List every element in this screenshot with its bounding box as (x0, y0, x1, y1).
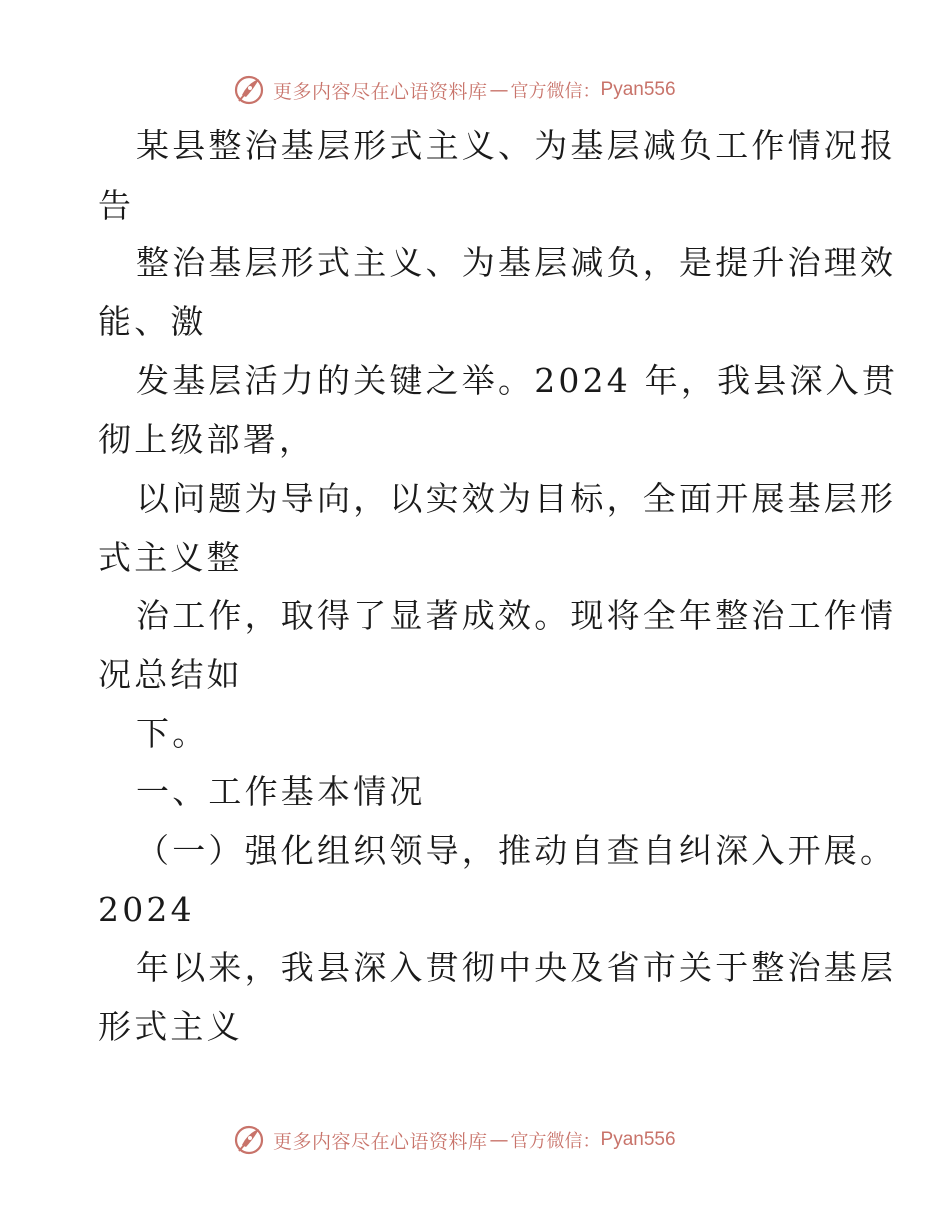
body-line: 发基层活力的关键之举。2024 年，我县深入贯 (136, 361, 899, 400)
body-line: 治工作，取得了显著成效。现将全年整治工作情 (136, 596, 897, 635)
footer-dash: — (489, 1129, 509, 1151)
body-line: 式主义整 (98, 538, 243, 577)
body-line: 能、激 (98, 302, 207, 341)
pen-logo-icon (233, 73, 267, 107)
section-heading: 一、工作基本情况 (136, 772, 426, 811)
header-wechat-id: Pyan556 (600, 79, 676, 100)
header-watermark (233, 71, 676, 109)
header-brand-text: 更多内容尽在心语资料库 (273, 80, 488, 103)
header-dash: — (489, 79, 509, 101)
body-line: 某县整治基层形式主义、为基层减负工作情况报 (136, 126, 897, 165)
body-line: 形式主义 (98, 1007, 243, 1046)
body-line: 彻上级部署， (98, 420, 316, 459)
header-wechat-label: 官方微信： (510, 81, 601, 102)
footer-wechat-label: 官方微信： (510, 1131, 601, 1152)
body-line: 告 (98, 186, 135, 225)
body-line: 2024 (98, 890, 195, 929)
body-line: 年以来，我县深入贯彻中央及省市关于整治基层 (136, 948, 897, 987)
body-line: 下。 (136, 714, 209, 753)
footer-brand-text: 更多内容尽在心语资料库 (273, 1130, 488, 1153)
body-line: 以问题为导向，以实效为目标，全面开展基层形 (136, 479, 897, 518)
footer-watermark (233, 1121, 676, 1159)
body-line: 况总结如 (98, 655, 243, 694)
pen-logo-icon (233, 1123, 267, 1157)
subsection-heading: （一）强化组织领导，推动自查自纠深入开展。 (136, 831, 897, 870)
footer-wechat-id: Pyan556 (600, 1129, 676, 1150)
body-line: 整治基层形式主义、为基层减负，是提升治理效 (136, 243, 897, 282)
